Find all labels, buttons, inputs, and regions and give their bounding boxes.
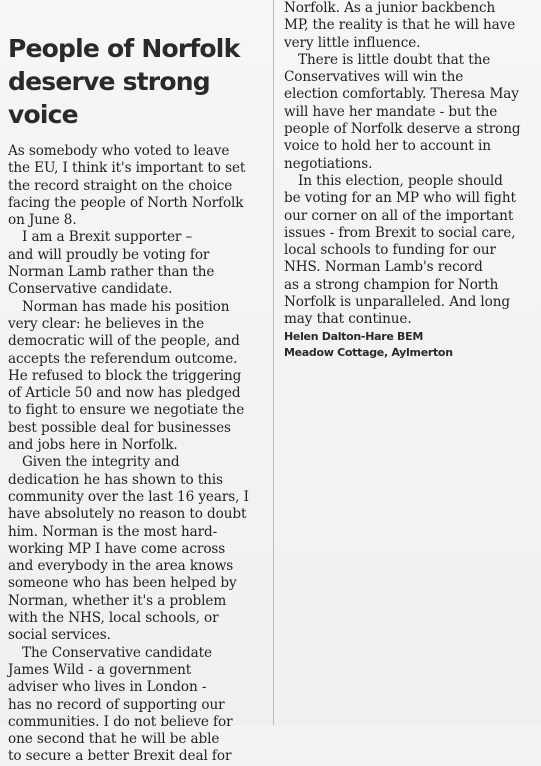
paragraph-5: The Conservative candidate James Wild - a government adviser who lives in London - has no record of supporting our communities. I do not believe for one second that he will be able to secure a better Brexit deal for (8, 644, 233, 765)
right-column (284, 0, 536, 380)
column-divider (273, 0, 274, 725)
paragraph-4: Given the integrity and dedication he has shown to this community over the last 16 years, I have absolutely no reason to doubt him. Norman is the most hard- working MP I have come across and everybody in the area knows someone who has been helped by Norman, whether it's a problem with the NHS, local schools, or social services. (8, 454, 249, 644)
paragraph-3: Norman has made his position very clear: he believes in the democratic will of the people, and accepts the referendum outcome. He refused to block the triggering of Article 50 and now has pledged to fight to ensure we negotiate the best possible deal for businesses and jobs here in Norfolk. (8, 298, 245, 454)
left-column (8, 0, 264, 765)
paragraph-8: In this election, people should be voting for an MP who will fight our corner on all of the important issues - from Brexit to social care, local schools to funding for our NHS. Norman Lamb's record as a strong champion for North Norfolk is unparalleled. And long may that continue. (284, 172, 516, 328)
author-name: Helen Dalton-Hare BEM (284, 329, 423, 343)
paragraph-7: There is little doubt that the Conservatives will win the election comfortably. Theresa May will have her mandate - but the people of Norfolk deserve a strong voice to hold her to account in negotiations. (284, 51, 521, 172)
headline: People of Norfolk deserve strong voice (8, 34, 240, 129)
paragraph-6: Norfolk. As a junior backbench MP, the reality is that he will have very little influence. (284, 0, 516, 51)
author-address: Meadow Cottage, Aylmerton (284, 345, 453, 359)
paragraph-1: As somebody who voted to leave the EU, I think it's important to set the record straight on the choice facing the people of North Norfolk on June 8. (8, 143, 246, 229)
paragraph-2: I am a Brexit supporter – and will proudly be voting for Norman Lamb rather than the Conservative candidate. (8, 229, 215, 298)
